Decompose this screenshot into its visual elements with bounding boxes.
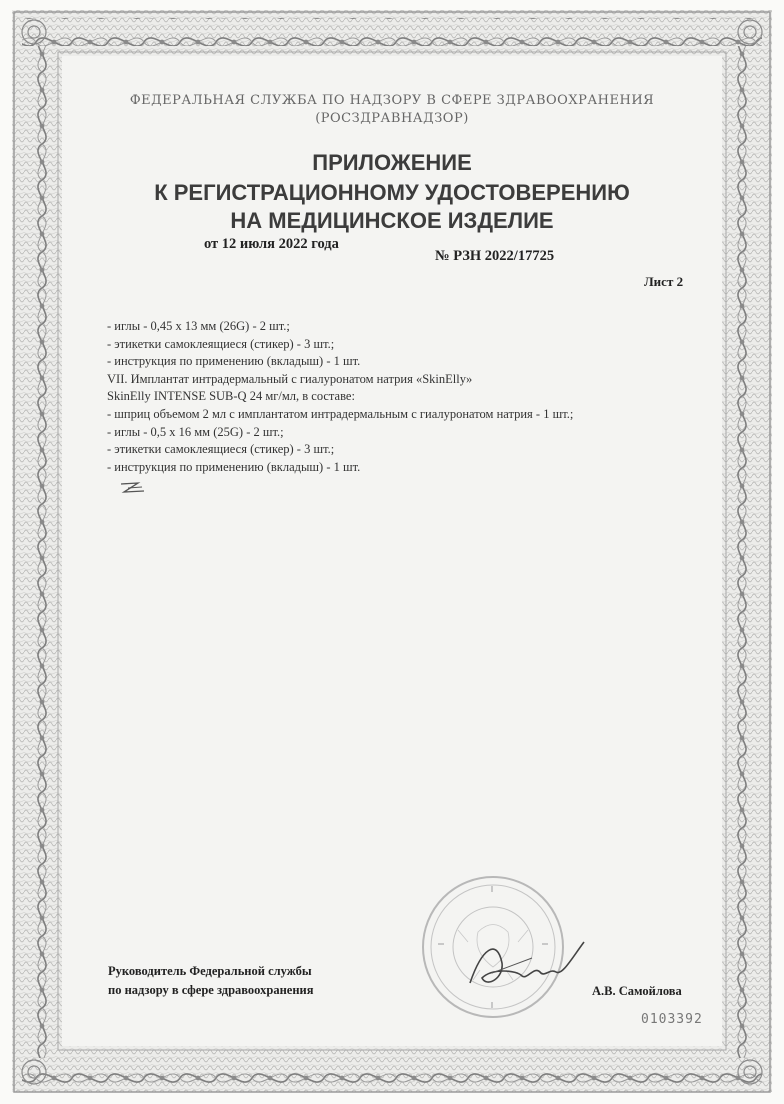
registration-number: № РЗН 2022/17725 [435, 248, 555, 264]
agency-name: ФЕДЕРАЛЬНАЯ СЛУЖБА ПО НАДЗОРУ В СФЕРЕ ЗДРАВООХРАНЕНИЯ [129, 93, 655, 108]
signatory-name: А.В. Самойлова [592, 984, 682, 998]
sheet-number: Лист 2 [644, 274, 684, 289]
document-title: ПРИЛОЖЕНИЕ [312, 150, 472, 175]
issue-date: от 12 июля 2022 года [204, 236, 339, 252]
handwritten-signature [462, 928, 592, 998]
initial-mark [118, 480, 152, 496]
body-line: VII. Имплантат интрадермальный с гиалуронатом натрия «SkinElly» [107, 371, 473, 386]
body-line: - иглы - 0,45 х 13 мм (26G) - 2 шт.; [107, 319, 290, 333]
form-serial-number: 0103392 [641, 1012, 703, 1027]
document-subtitle-2: НА МЕДИЦИНСКОЕ ИЗДЕЛИЕ [230, 208, 554, 233]
body-line: - инструкция по применению (вкладыш) - 1 шт. [107, 459, 361, 474]
signatory-position-line1: Руководитель Федеральной службы [108, 964, 312, 978]
body-line: - этикетки самоклеящиеся (стикер) - 3 шт.; [107, 442, 335, 457]
body-line: - инструкция по применению (вкладыш) - 1 шт. [107, 354, 361, 369]
signatory-position-line2: по надзору в сфере здравоохранения [108, 983, 314, 997]
agency-abbreviation: (РОСЗДРАВНАДЗОР) [315, 111, 469, 126]
body-line: - шприц объемом 2 мл с имплантатом интрадермальным с гиалуронатом натрия - 1 шт.; [107, 407, 574, 421]
body-line: - этикетки самоклеящиеся (стикер) - 3 шт.; [107, 336, 335, 351]
body-line: - иглы - 0,5 х 16 мм (25G) - 2 шт.; [107, 424, 284, 439]
document-subtitle: К РЕГИСТРАЦИОННОМУ УДОСТОВЕРЕНИЮ [154, 180, 630, 205]
body-line: SkinElly INTENSE SUB-Q 24 мг/мл, в составе: [107, 389, 355, 404]
